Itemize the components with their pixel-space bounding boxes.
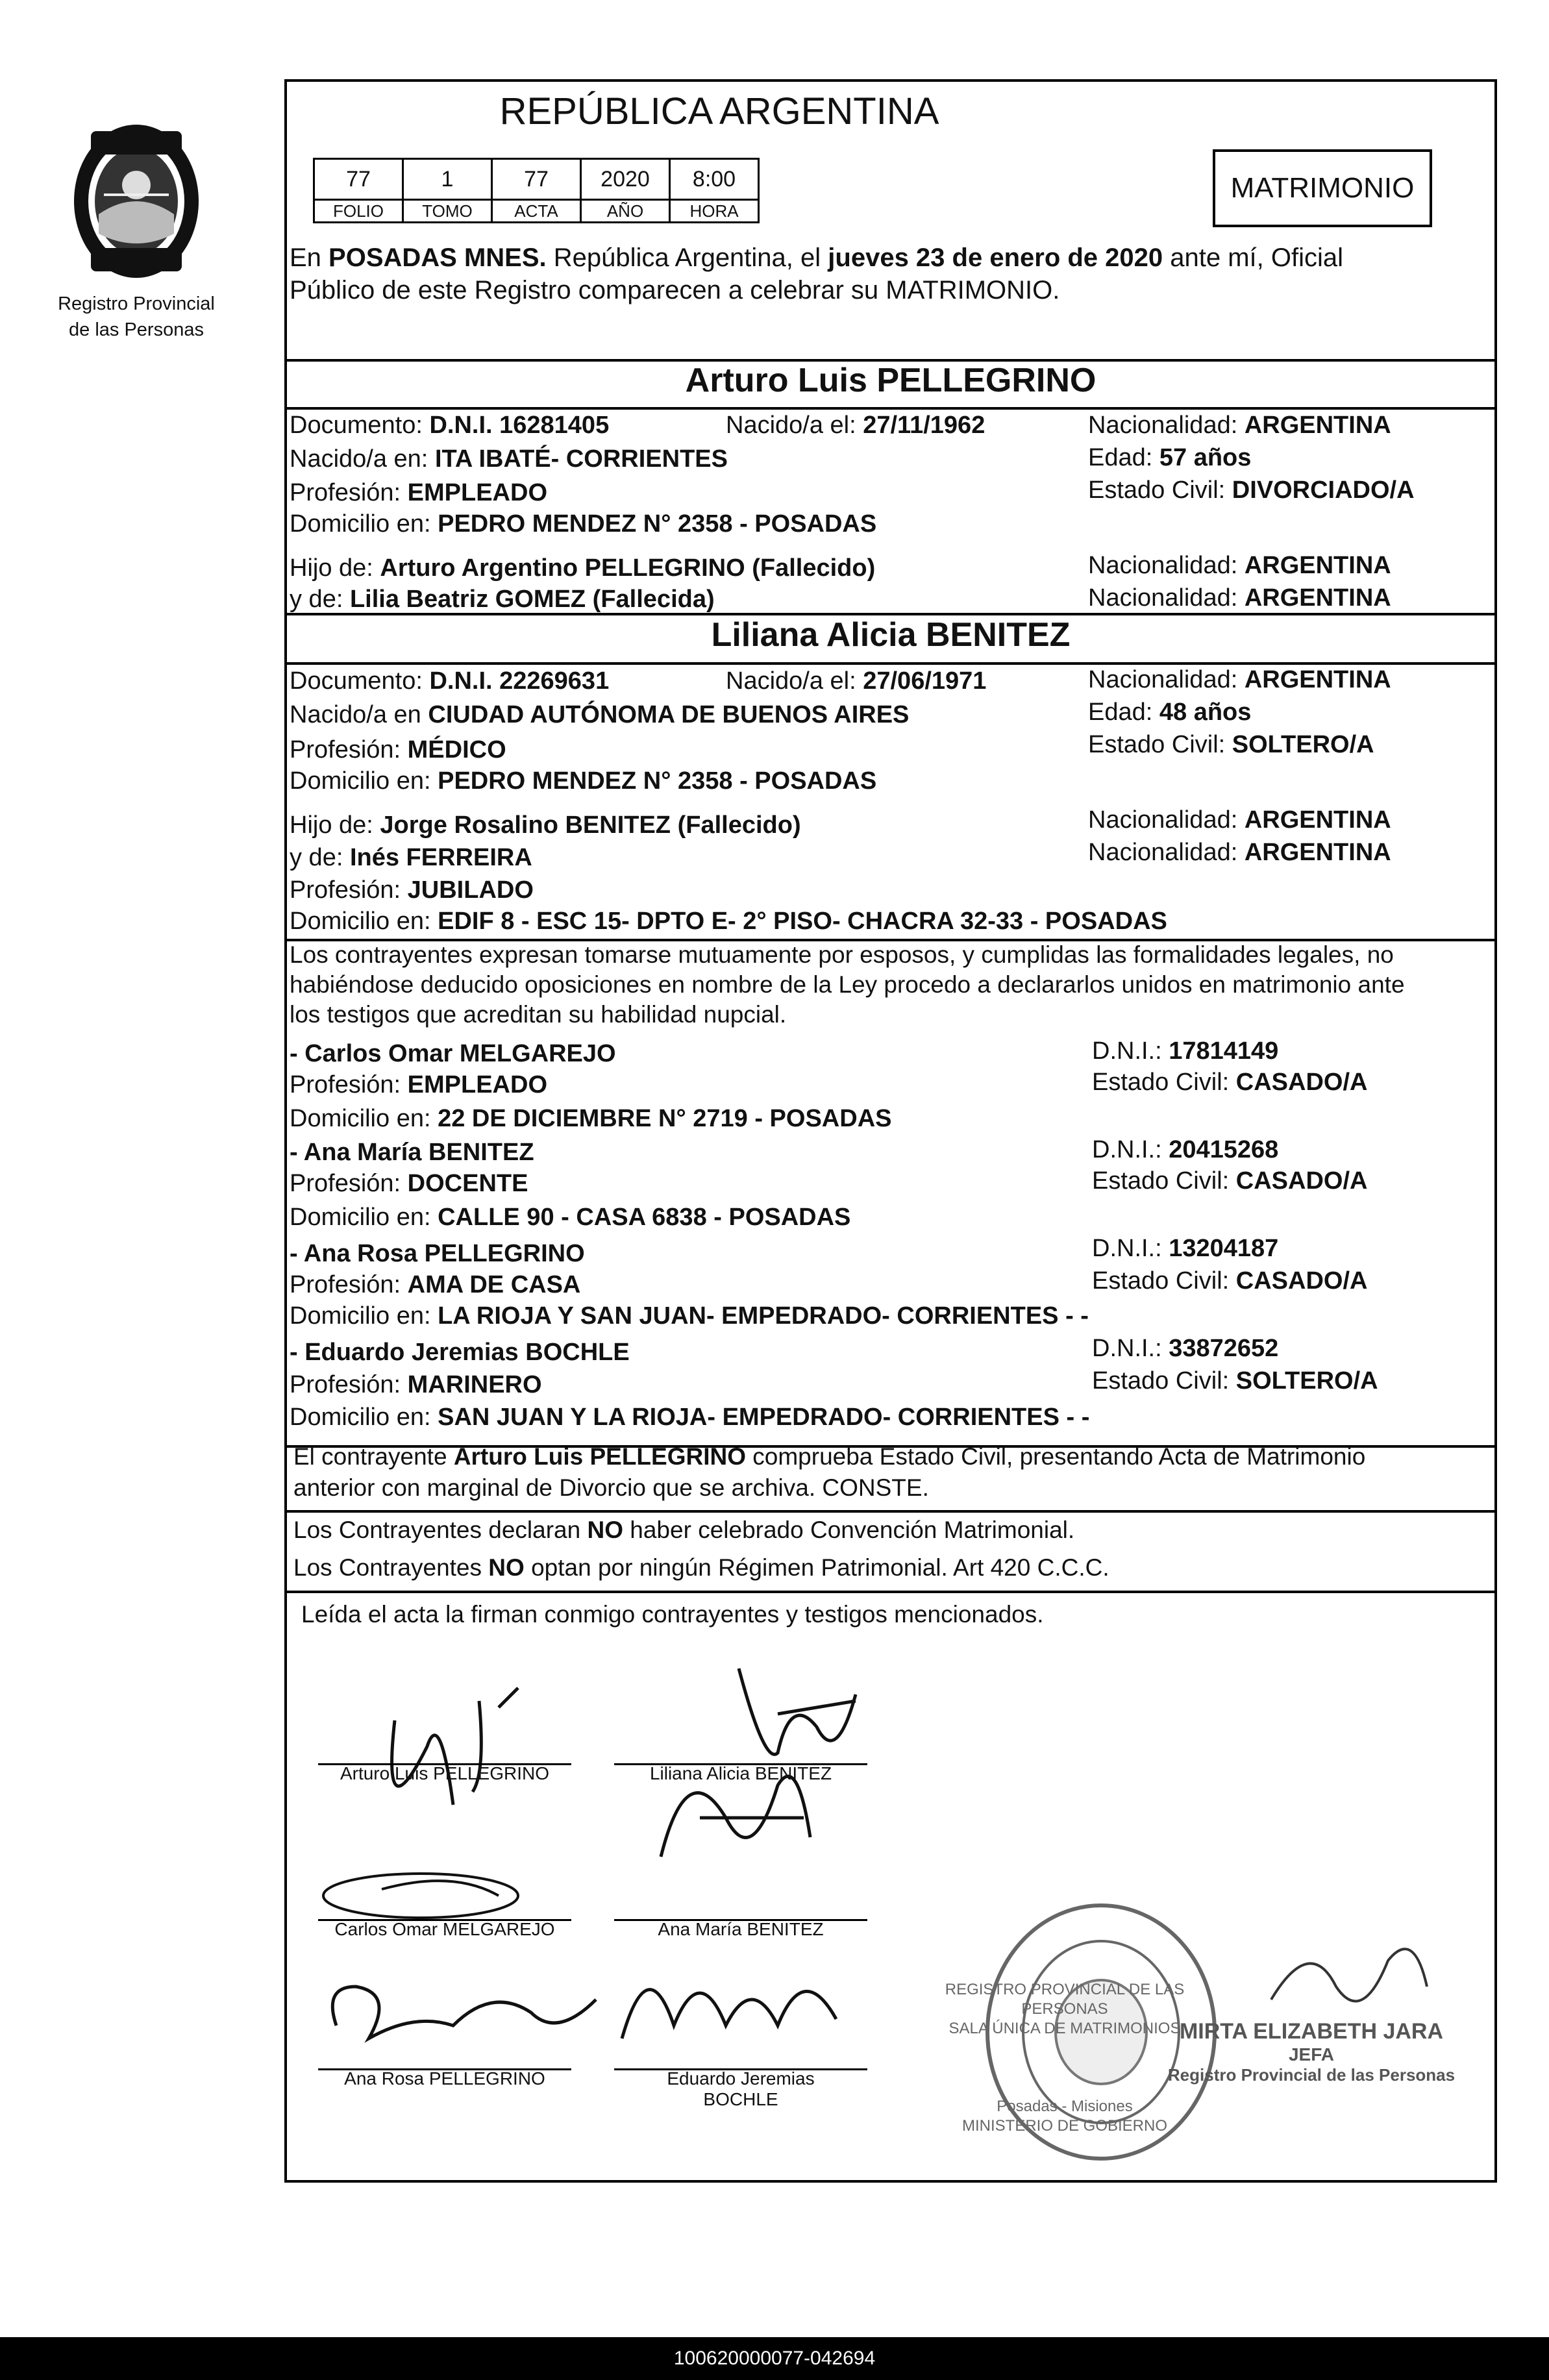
witness-name: - Ana María BENITEZ <box>290 1139 534 1166</box>
bride-address: Domicilio en: PEDRO MENDEZ N° 2358 - POSADAS <box>290 767 877 795</box>
witness-civil-status: Estado Civil: SOLTERO/A <box>1092 1367 1378 1395</box>
bride-nationality: Nacionalidad: ARGENTINA <box>1088 666 1391 693</box>
groom-father-nationality: Nacionalidad: ARGENTINA <box>1088 552 1391 579</box>
declaration-paragraph: Los contrayentes expresan tomarse mutuamente por esposos, y cumplidas las formalidades legales, no habiéndose deducido oposiciones en nombre de la Ley procedo a declararlos unidos en matrimonio ante los testigos que acreditan su habilidad nupcial. <box>290 941 1405 1028</box>
bride-age: Edad: 48 años <box>1088 699 1252 726</box>
bride-signature-label: Liliana Alicia BENITEZ <box>649 1763 832 1783</box>
witness-profession: Profesión: AMA DE CASA <box>290 1271 581 1298</box>
official-office: Registro Provincial de las Personas <box>1167 2065 1456 2085</box>
bride-profession: Profesión: MÉDICO <box>290 736 506 763</box>
record-metadata-table <box>313 158 760 223</box>
bride-birthdate: Nacido/a el: 27/06/1971 <box>726 667 987 695</box>
bride-birthplace: Nacido/a en CIUDAD AUTÓNOMA DE BUENOS AIRES <box>290 701 910 728</box>
groom-nationality: Nacionalidad: ARGENTINA <box>1088 412 1391 439</box>
witness-dni: D.N.I.: 13204187 <box>1092 1235 1279 1262</box>
bride-mother: y de: Inés FERREIRA <box>290 844 532 871</box>
groom-document: Documento: D.N.I. 16281405 <box>290 412 610 439</box>
record-kind-box: MATRIMONIO <box>1213 149 1432 227</box>
province-shield-icon <box>65 117 208 286</box>
witness-civil-status: Estado Civil: CASADO/A <box>1092 1167 1368 1195</box>
groom-father: Hijo de: Arturo Argentino PELLEGRINO (Fallecido) <box>290 554 876 582</box>
closing-statement: Leída el acta la firman conmigo contrayentes y testigos mencionados. <box>301 1601 1044 1628</box>
witness-name: - Eduardo Jeremias BOCHLE <box>290 1339 630 1366</box>
hour-value: 8:00 <box>670 159 759 200</box>
witness-name: - Ana Rosa PELLEGRINO <box>290 1240 585 1267</box>
groom-birthdate: Nacido/a el: 27/11/1962 <box>726 412 985 439</box>
witness-civil-status: Estado Civil: CASADO/A <box>1092 1267 1368 1295</box>
bride-father-nationality: Nacionalidad: ARGENTINA <box>1088 806 1391 834</box>
witness-dni: D.N.I.: 33872652 <box>1092 1335 1279 1362</box>
witness-address: Domicilio en: 22 DE DICIEMBRE N° 2719 - POSADAS <box>290 1105 892 1132</box>
bride-document: Documento: D.N.I. 22269631 <box>290 667 610 695</box>
witness-dni: D.N.I.: 20415268 <box>1092 1136 1279 1163</box>
witness-address: Domicilio en: CALLE 90 - CASA 6838 - POSADAS <box>290 1204 851 1231</box>
official-name: MIRTA ELIZABETH JARA <box>1179 2019 1444 2044</box>
groom-mother: y de: Lilia Beatriz GOMEZ (Fallecida) <box>290 586 715 613</box>
groom-signature-label: Arturo Luis PELLEGRINO <box>340 1763 550 1783</box>
bride-mother-profession: Profesión: JUBILADO <box>290 876 534 904</box>
bride-mother-nationality: Nacionalidad: ARGENTINA <box>1088 839 1391 866</box>
bride-civil-status: Estado Civil: SOLTERO/A <box>1088 731 1374 758</box>
groom-profession: Profesión: EMPLEADO <box>290 479 548 506</box>
groom-name-heading: Arturo Luis PELLEGRINO <box>685 362 1097 399</box>
document-barcode-id: 100620000077-042694 <box>0 2337 1549 2380</box>
signatures-drawing <box>284 1623 1497 2175</box>
intro-date: jueves 23 de enero de 2020 <box>828 243 1163 272</box>
acta-value: 77 <box>492 159 581 200</box>
year-label: AÑO <box>581 200 670 223</box>
civil-status-note: El contrayente Arturo Luis PELLEGRINO comprueba Estado Civil, presentando Acta de Matrimonio anterior con marginal de Divorcio que se archiva. CONSTE. <box>293 1443 1366 1501</box>
patrimonial-regime: Los Contrayentes declaran NO haber celebrado Convención Matrimonial. Los Contrayentes NO optan por ningún Régimen Patrimonial. Art 420 C.C.C. <box>293 1517 1109 1581</box>
registry-logo <box>52 117 221 341</box>
witness3-signature-label: Ana Rosa PELLEGRINO <box>344 2068 545 2089</box>
bride-mother-address: Domicilio en: EDIF 8 - ESC 15- DPTO E- 2° PISO- CHACRA 32-33 - POSADAS <box>290 908 1167 935</box>
official-stamp <box>1162 2019 1461 2085</box>
groom-civil-status: Estado Civil: DIVORCIADO/A <box>1088 477 1415 504</box>
witness-profession: Profesión: MARINERO <box>290 1371 542 1398</box>
divider <box>284 1591 1497 1593</box>
witness1-signature-label: Carlos Omar MELGAREJO <box>334 1919 555 1939</box>
witness-profession: Profesión: EMPLEADO <box>290 1071 548 1098</box>
bride-father: Hijo de: Jorge Rosalino BENITEZ (Fallecido) <box>290 812 801 839</box>
witness2-signature-label: Ana María BENITEZ <box>658 1919 824 1939</box>
intro-place: POSADAS MNES. <box>328 243 547 272</box>
acta-label: ACTA <box>492 200 581 223</box>
witness-name: - Carlos Omar MELGAREJO <box>290 1040 616 1067</box>
groom-birthplace: Nacido/a en: ITA IBATÉ- CORRIENTES <box>290 445 728 473</box>
groom-address: Domicilio en: PEDRO MENDEZ N° 2358 - POSADAS <box>290 510 877 538</box>
year-value: 2020 <box>581 159 670 200</box>
witness-address: Domicilio en: LA RIOJA Y SAN JUAN- EMPEDRADO- CORRIENTES - - <box>290 1302 1089 1330</box>
tomo-label: TOMO <box>403 200 492 223</box>
logo-caption-line2: de las Personas <box>69 319 204 340</box>
witness-profession: Profesión: DOCENTE <box>290 1170 528 1197</box>
witness-dni: D.N.I.: 17814149 <box>1092 1037 1279 1065</box>
groom-mother-nationality: Nacionalidad: ARGENTINA <box>1088 584 1391 612</box>
hour-label: HORA <box>670 200 759 223</box>
divider <box>284 407 1497 410</box>
page-title: REPÚBLICA ARGENTINA <box>499 90 939 132</box>
folio-value: 77 <box>314 159 403 200</box>
groom-age: Edad: 57 años <box>1088 444 1252 471</box>
logo-caption-line1: Registro Provincial <box>58 293 215 314</box>
witness-address: Domicilio en: SAN JUAN Y LA RIOJA- EMPEDRADO- CORRIENTES - - <box>290 1404 1090 1431</box>
intro-paragraph: En POSADAS MNES. República Argentina, el jueves 23 de enero de 2020 ante mí, Oficial Público de este Registro comparecen a celebrar su MATRIMONIO. <box>290 243 1344 304</box>
seal-text: REGISTRO PROVINCIAL DE LAS PERSONAS SALA ÚNICA DE MATRIMONIOS Posadas - Misiones MINISTERIO DE GOBIERNO <box>945 1981 1185 2135</box>
witness4-signature-label: Eduardo Jeremias BOCHLE <box>667 2068 815 2109</box>
folio-label: FOLIO <box>314 200 403 223</box>
bride-name-heading: Liliana Alicia BENITEZ <box>711 616 1071 654</box>
witness-civil-status: Estado Civil: CASADO/A <box>1092 1069 1368 1096</box>
official-role: JEFA <box>1288 2044 1335 2064</box>
tomo-value: 1 <box>403 159 492 200</box>
